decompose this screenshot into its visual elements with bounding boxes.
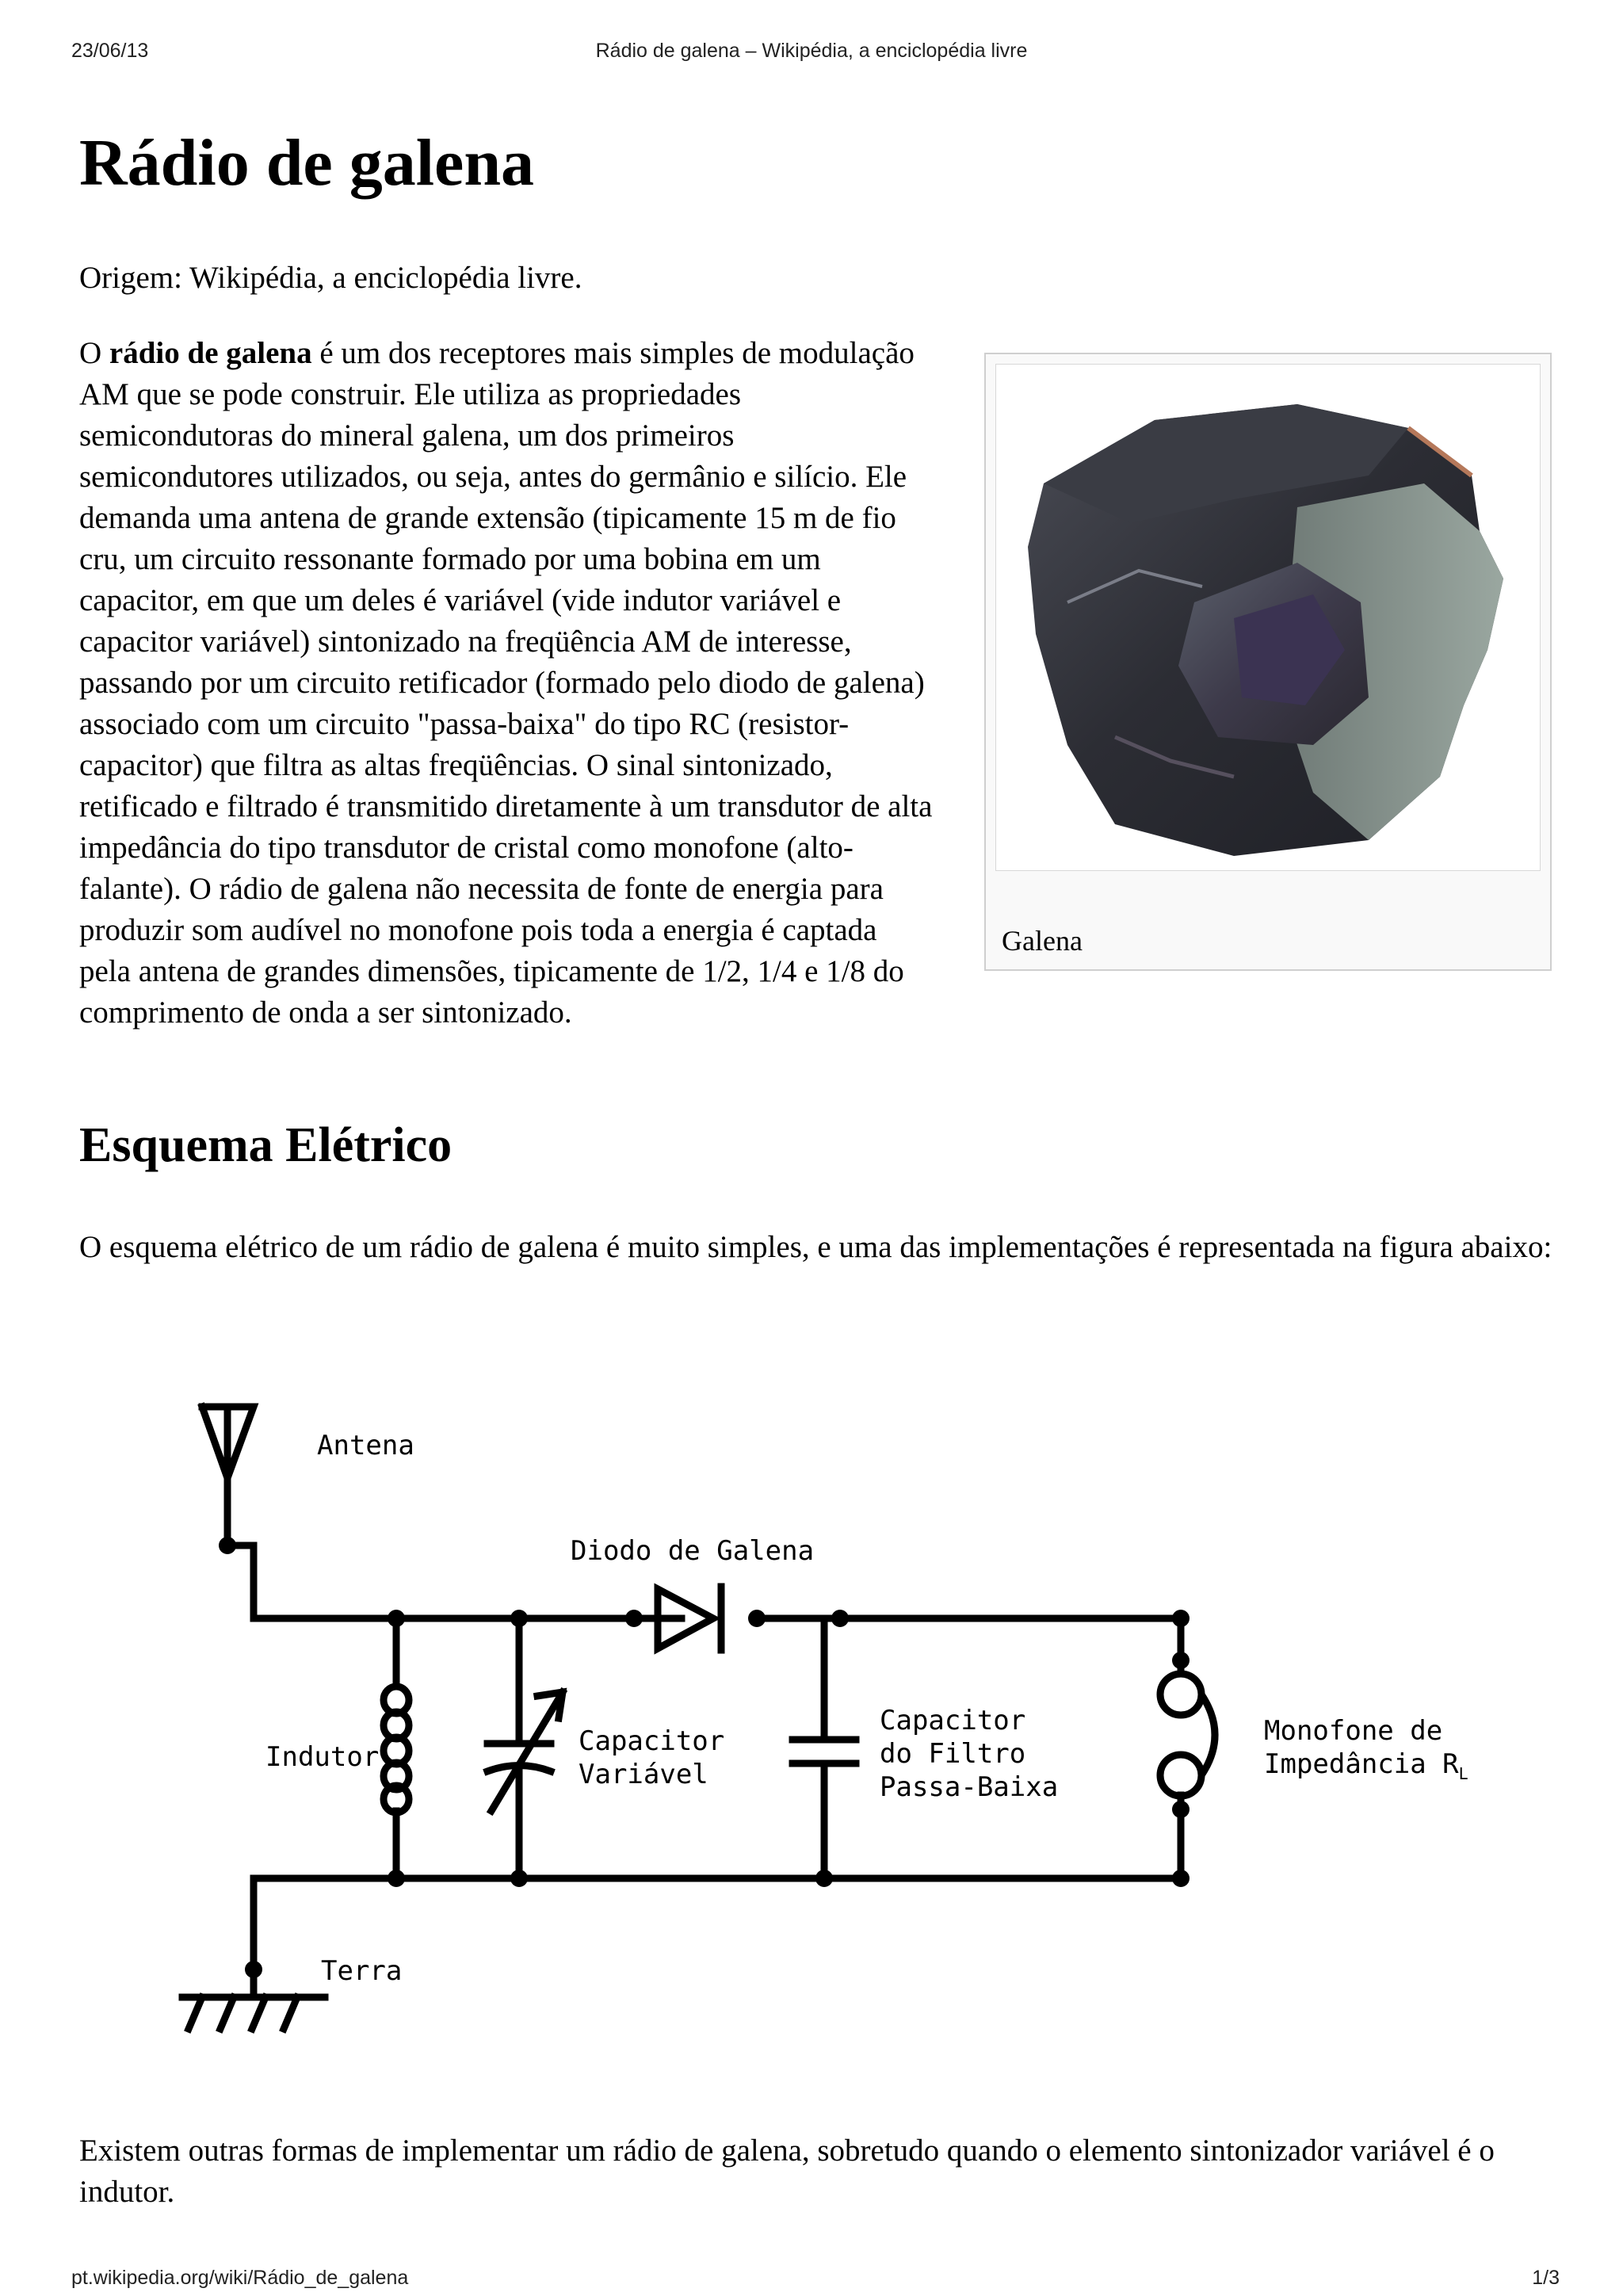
section-heading-esquema: Esquema Elétrico (79, 1118, 453, 1172)
variable-arrow (491, 1692, 563, 1811)
image-caption: Galena (1002, 925, 1083, 957)
galena-image[interactable] (995, 364, 1541, 871)
label-phone-sub: L (1458, 1764, 1468, 1783)
circuit-diagram (158, 1379, 1585, 2045)
label-diode: Diodo de Galena (571, 1535, 815, 1567)
label-phone-1: Monofone de (1264, 1715, 1443, 1747)
headphone-symbol (1160, 1674, 1215, 1796)
label-phone-2-main: Impedância R (1264, 1748, 1459, 1780)
section-paragraph: O esquema elétrico de um rádio de galena é muito simples, e uma das implementações é representada na figura abaixo: (79, 1230, 1552, 1264)
label-filter-cap-1: Capacitor (880, 1705, 1026, 1736)
label-ground: Terra (321, 1955, 403, 1987)
intro-prefix: O (79, 336, 109, 370)
closing-paragraph: Existem outras formas de implementar um rádio de galena, sobretudo quando o elemento sintonizador variável é o indutor. (79, 2134, 1495, 2209)
label-filter-cap-3: Passa-Baixa (880, 1771, 1059, 1803)
article-origin: Origem: Wikipédia, a enciclopédia livre. (79, 261, 582, 295)
print-date: 23/06/13 (71, 40, 149, 62)
label-antenna: Antena (317, 1430, 414, 1461)
label-filter-cap-2: do Filtro (880, 1738, 1026, 1770)
intro-body: é um dos receptores mais simples de modulação AM que se pode construir. Ele utiliza as propriedades semicondutoras do mineral galena, um dos primeiros semicondutores utilizados, ou seja, antes do germânio e silício. Ele demanda uma antena de grande extensão (tipicamente 15 m de fio cru, um circuito ressonante formado por uma bobina em um capacitor, em que um deles é variável (vide indutor variável e capacitor variável) sintonizado na freqüência AM de interesse, passando por um circuito retificador (formado pelo diodo de galena) associado com um circuito "passa-baixa" do tipo RC (resistor-capacitor) que filtra as altas freqüências. O sinal sintonizado, retificado e filtrado é transmitido diretamente à um transdutor de alta impedância do tipo transdutor de cristal como monofone (alto-falante). O rádio de galena não necessita de fonte de energia para produzir som audível no monofone pois toda a energia é captada pela antena de grandes dimensões, tipicamente de 1/2, 1/4 e 1/8 do comprimento de onda a ser sintonizado. (79, 336, 933, 1030)
intro-bold-term: rádio de galena (109, 336, 312, 370)
label-phone-2 (1264, 1748, 1468, 1783)
print-url: pt.wikipedia.org/wiki/Rádio_de_galena (71, 2267, 409, 2289)
galena-mineral-illustration (996, 365, 1540, 870)
label-var-cap-1: Capacitor (579, 1725, 725, 1757)
article-title: Rádio de galena (79, 126, 535, 200)
inductor-coil (384, 1687, 409, 1813)
intro-paragraph (79, 333, 935, 1033)
label-inductor: Indutor (265, 1741, 380, 1773)
label-var-cap-2: Variável (579, 1759, 708, 1790)
galena-thumbnail (984, 353, 1552, 971)
print-page-number: 1/3 (1532, 2267, 1560, 2289)
print-page-title: Rádio de galena – Wikipédia, a enciclopédia livre (595, 40, 1028, 62)
